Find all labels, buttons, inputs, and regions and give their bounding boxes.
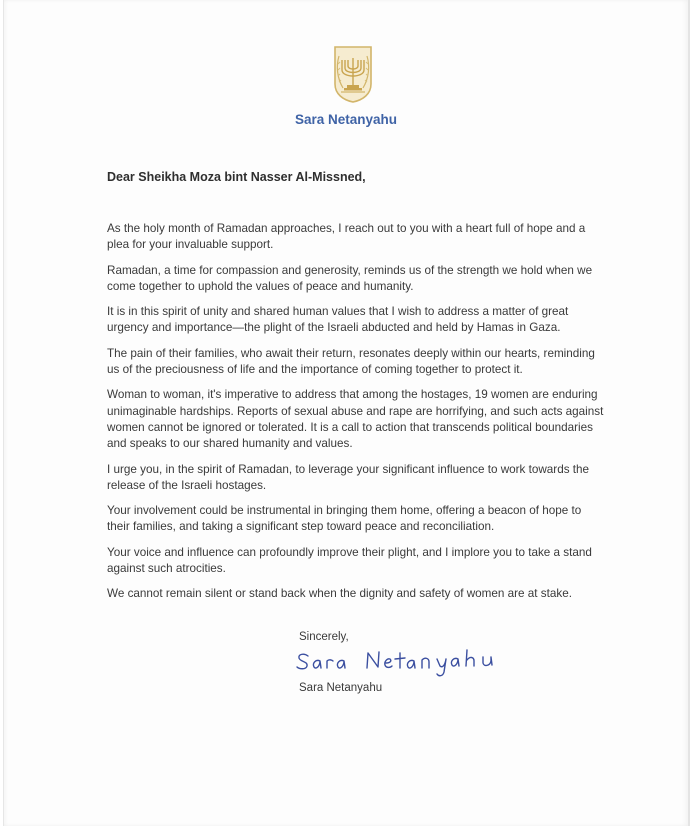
closing: Sincerely, xyxy=(299,631,349,643)
paragraph-3: It is in this spirit of unity and shared human values that I wish to address a matter of great urgency and importance—the plight of the Israeli abducted and held by Hamas in Gaza. xyxy=(107,305,569,335)
paragraph-9: We cannot remain silent or stand back when the dignity and safety of women are at stake. xyxy=(107,587,572,601)
letter-page xyxy=(3,0,690,826)
paragraph-4: The pain of their families, who await their return, resonates deeply within our hearts, reminding us of the preciousness of life and the importance of coming together to protect it. xyxy=(107,346,595,377)
typed-name: Sara Netanyahu xyxy=(299,682,383,694)
paragraph-6: I urge you, in the spirit of Ramadan, to leverage your significant influence to work towards the release of the Israeli hostages. xyxy=(107,462,590,492)
salutation: Dear Sheikha Moza bint Nasser Al-Missned, xyxy=(107,170,366,184)
menorah-emblem-icon xyxy=(331,44,375,104)
paragraph-8: Your voice and influence can profoundly improve their plight, and I implore you to take a stand against such atrocities. xyxy=(107,545,592,576)
paragraph-7: Your involvement could be instrumental in bringing them home, offering a beacon of hope to their families, and taking a significant step toward peace and reconciliation. xyxy=(107,504,582,534)
paragraph-1: As the holy month of Ramadan approaches, I reach out to you with a heart full of hope and a plea for your invaluable support. xyxy=(107,222,586,252)
paragraph-2: Ramadan, a time for compassion and generosity, reminds us of the strength we hold when we come together to uphold the values of peace and humanity. xyxy=(107,263,593,293)
handwritten-signature xyxy=(294,644,509,678)
letter-body xyxy=(107,221,604,612)
paragraph-5: Woman to woman, it's imperative to address that among the hostages, 19 women are enduring unimaginable hardships. Reports of sexual abuse and rape are horrifying, and such acts against women cannot be ignored or tolerated. It is a call to action that transcends political boundaries and speaks to our shared humanity and values. xyxy=(107,388,604,451)
letterhead-name: Sara Netanyahu xyxy=(294,112,398,127)
